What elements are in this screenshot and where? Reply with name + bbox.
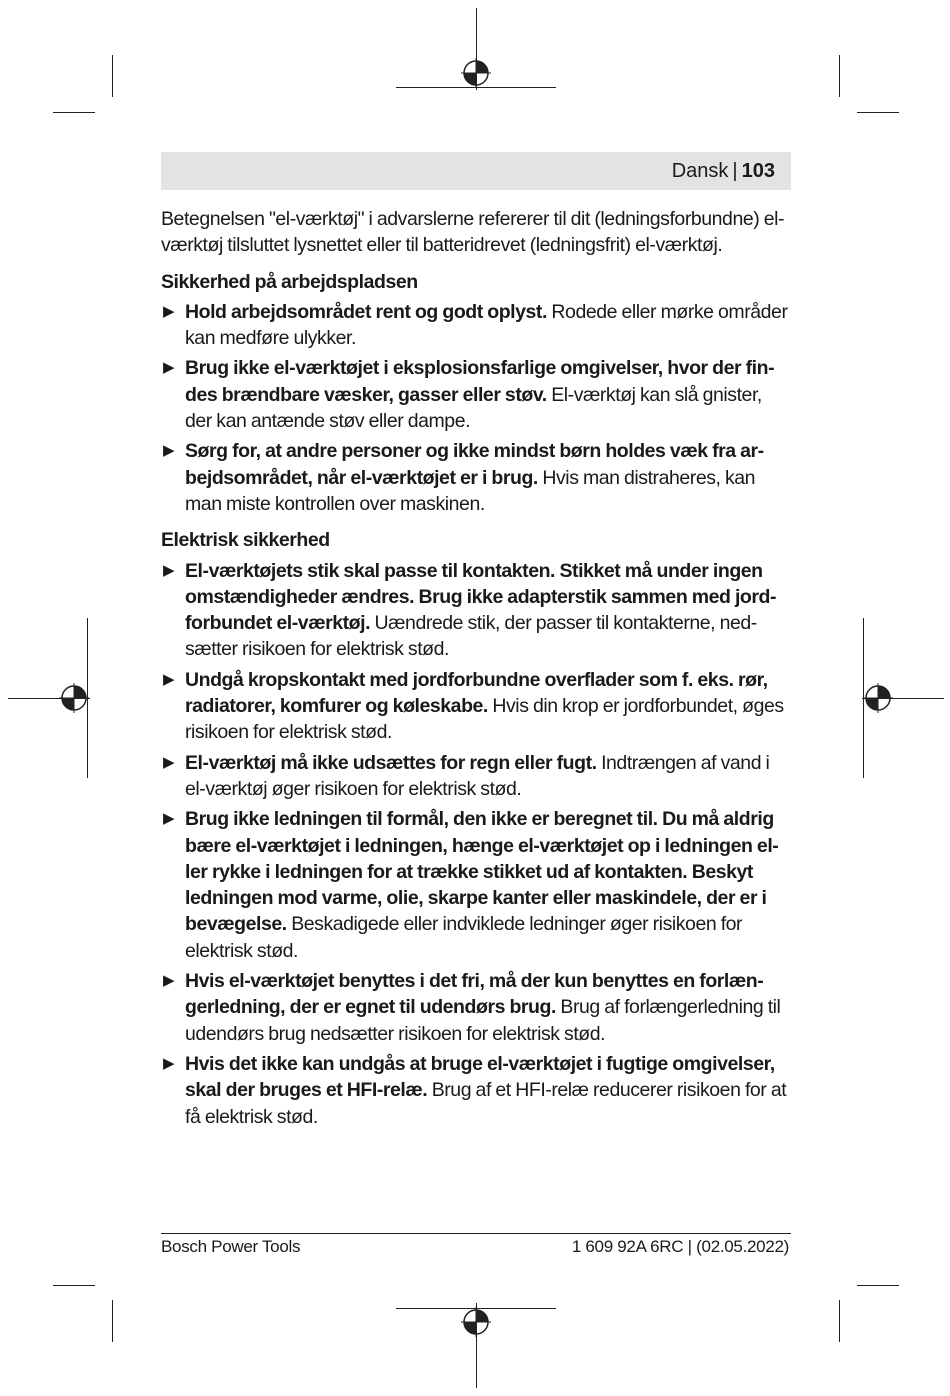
item-bold-text: Brug ikke el-værktøjet i eksplosionsfarlige omgivelser, hvor der findes brændbare væsker, gasser eller støv.	[185, 357, 775, 406]
safety-list	[161, 558, 793, 1130]
item-bold-text: Undgå kropskontakt med jordforbundne overflader som f. eks. rør, radiatorer, komfurer og køleskabe.	[185, 668, 768, 718]
item-bold-text: El-værktøjets stik skal passe til kontakten. Stikket må under ingen omstændigheder ændres. Brug ikke adapterstik sammen med jordforbundet el-værktøj.	[185, 559, 777, 635]
crop-mark-top-left-horizontal	[53, 112, 95, 113]
page-content	[161, 206, 793, 1140]
list-item	[161, 299, 793, 352]
crop-mark-bottom-right-horizontal	[857, 1285, 899, 1286]
crop-mark-bottom-left-vertical	[112, 1300, 113, 1342]
item-bold-text: Brug ikke ledningen til formål, den ikke er beregnet til. Du må aldrig bære el-værktøjet i ledningen, hænge el-værktøjet op i ledningen eller rykke i ledningen for at trække stikket ud af kontakten. Beskyt ledningen mod varme, olie, skarpe kanter eller maskindele, der er i bevægelse.	[185, 808, 779, 936]
crop-mark-bottom-right-vertical	[839, 1300, 840, 1342]
list-item	[161, 558, 793, 663]
item-body-text: Rodede eller mørke områder kan medføre ulykker.	[185, 300, 788, 350]
item-body-text: Hvis din krop er jordforbundet, øges risikoen for elektrisk stød.	[185, 695, 784, 744]
item-bold-text: El-værktøj må ikke udsættes for regn eller fugt.	[185, 751, 597, 774]
crop-mark-top-left-vertical	[112, 55, 113, 97]
list-item	[161, 750, 793, 803]
section-title: Sikkerhed på arbejdspladsen	[161, 270, 418, 293]
triangle-bullet-icon: ▶	[163, 302, 175, 320]
intro-paragraph: Betegnelsen "el-værktøj" i advarslerne refererer til dit (ledningsforbundne) el-værktøj tilsluttet lysnettet eller til batteridrevet (ledningsfrit) el-værktøj.	[161, 208, 785, 257]
item-body-text: Brug af forlængerledning til udendørs brug nedsætter risikoen for elektrisk stød.	[185, 996, 781, 1045]
triangle-bullet-icon: ▶	[163, 442, 175, 460]
section-title: Elektrisk sikkerhed	[161, 529, 330, 552]
registration-target-icon	[863, 683, 893, 713]
registration-target-icon	[461, 1307, 491, 1337]
page-number: 103	[741, 160, 775, 182]
item-bold-text: Hvis el-værktøjet benyttes i det fri, må der kun benyttes en forlængerledning, der er egnet til udendørs brug.	[185, 970, 764, 1019]
item-bold-text: Hvis det ikke kan undgås at bruge el-værktøjet i fugtige omgivelser, skal der bruges et HFI-relæ.	[185, 1052, 775, 1102]
triangle-bullet-icon: ▶	[163, 1054, 175, 1072]
triangle-bullet-icon: ▶	[163, 670, 175, 688]
list-item	[161, 667, 793, 746]
list-item	[161, 355, 793, 434]
triangle-bullet-icon: ▶	[163, 810, 175, 828]
triangle-bullet-icon: ▶	[163, 561, 175, 579]
item-body-text: Brug af et HFI-relæ reducerer risikoen for at få elektrisk stød.	[185, 1079, 787, 1128]
header-separator: |	[732, 160, 738, 182]
triangle-bullet-icon: ▶	[163, 753, 175, 771]
footer-document-id: 1 609 92A 6RC | (02.05.2022)	[571, 1237, 789, 1256]
crop-mark-bottom-left-horizontal	[53, 1285, 95, 1286]
page-header	[161, 152, 791, 190]
registration-target-icon	[461, 58, 491, 88]
header-language: Dansk	[671, 160, 729, 182]
registration-target-icon	[59, 683, 89, 713]
list-item	[161, 438, 793, 517]
list-item	[161, 806, 793, 964]
crop-mark-top-right-vertical	[839, 55, 840, 97]
safety-list	[161, 299, 793, 517]
footer-divider	[161, 1233, 791, 1234]
triangle-bullet-icon: ▶	[163, 359, 175, 377]
item-body-text: Hvis man distraheres, kan man miste kontrollen over maskinen.	[185, 466, 756, 515]
crop-mark-top-right-horizontal	[857, 112, 899, 113]
item-body-text: El-værktøj kan slå gnister, der kan antænde støv eller dampe.	[185, 383, 762, 433]
sections-container	[161, 269, 793, 1130]
footer-publisher: Bosch Power Tools	[161, 1237, 301, 1256]
item-bold-text: Sørg for, at andre personer og ikke mindst børn holdes væk fra arbejdsområdet, når el-værktøjet er i brug.	[185, 440, 765, 489]
item-body-text: Indtrængen af vand i el-værktøj øger risikoen for elektrisk stød.	[185, 751, 770, 800]
item-body-text: Beskadigede eller indviklede ledninger øger risikoen for elektrisk stød.	[185, 913, 743, 962]
list-item	[161, 1051, 793, 1130]
header-label	[672, 159, 775, 183]
item-body-text: Uændrede stik, der passer til kontakterne, nedsætter risikoen for elektrisk stød.	[185, 612, 758, 661]
list-item	[161, 968, 793, 1047]
item-bold-text: Hold arbejdsområdet rent og godt oplyst.	[185, 300, 547, 323]
triangle-bullet-icon: ▶	[163, 972, 175, 990]
